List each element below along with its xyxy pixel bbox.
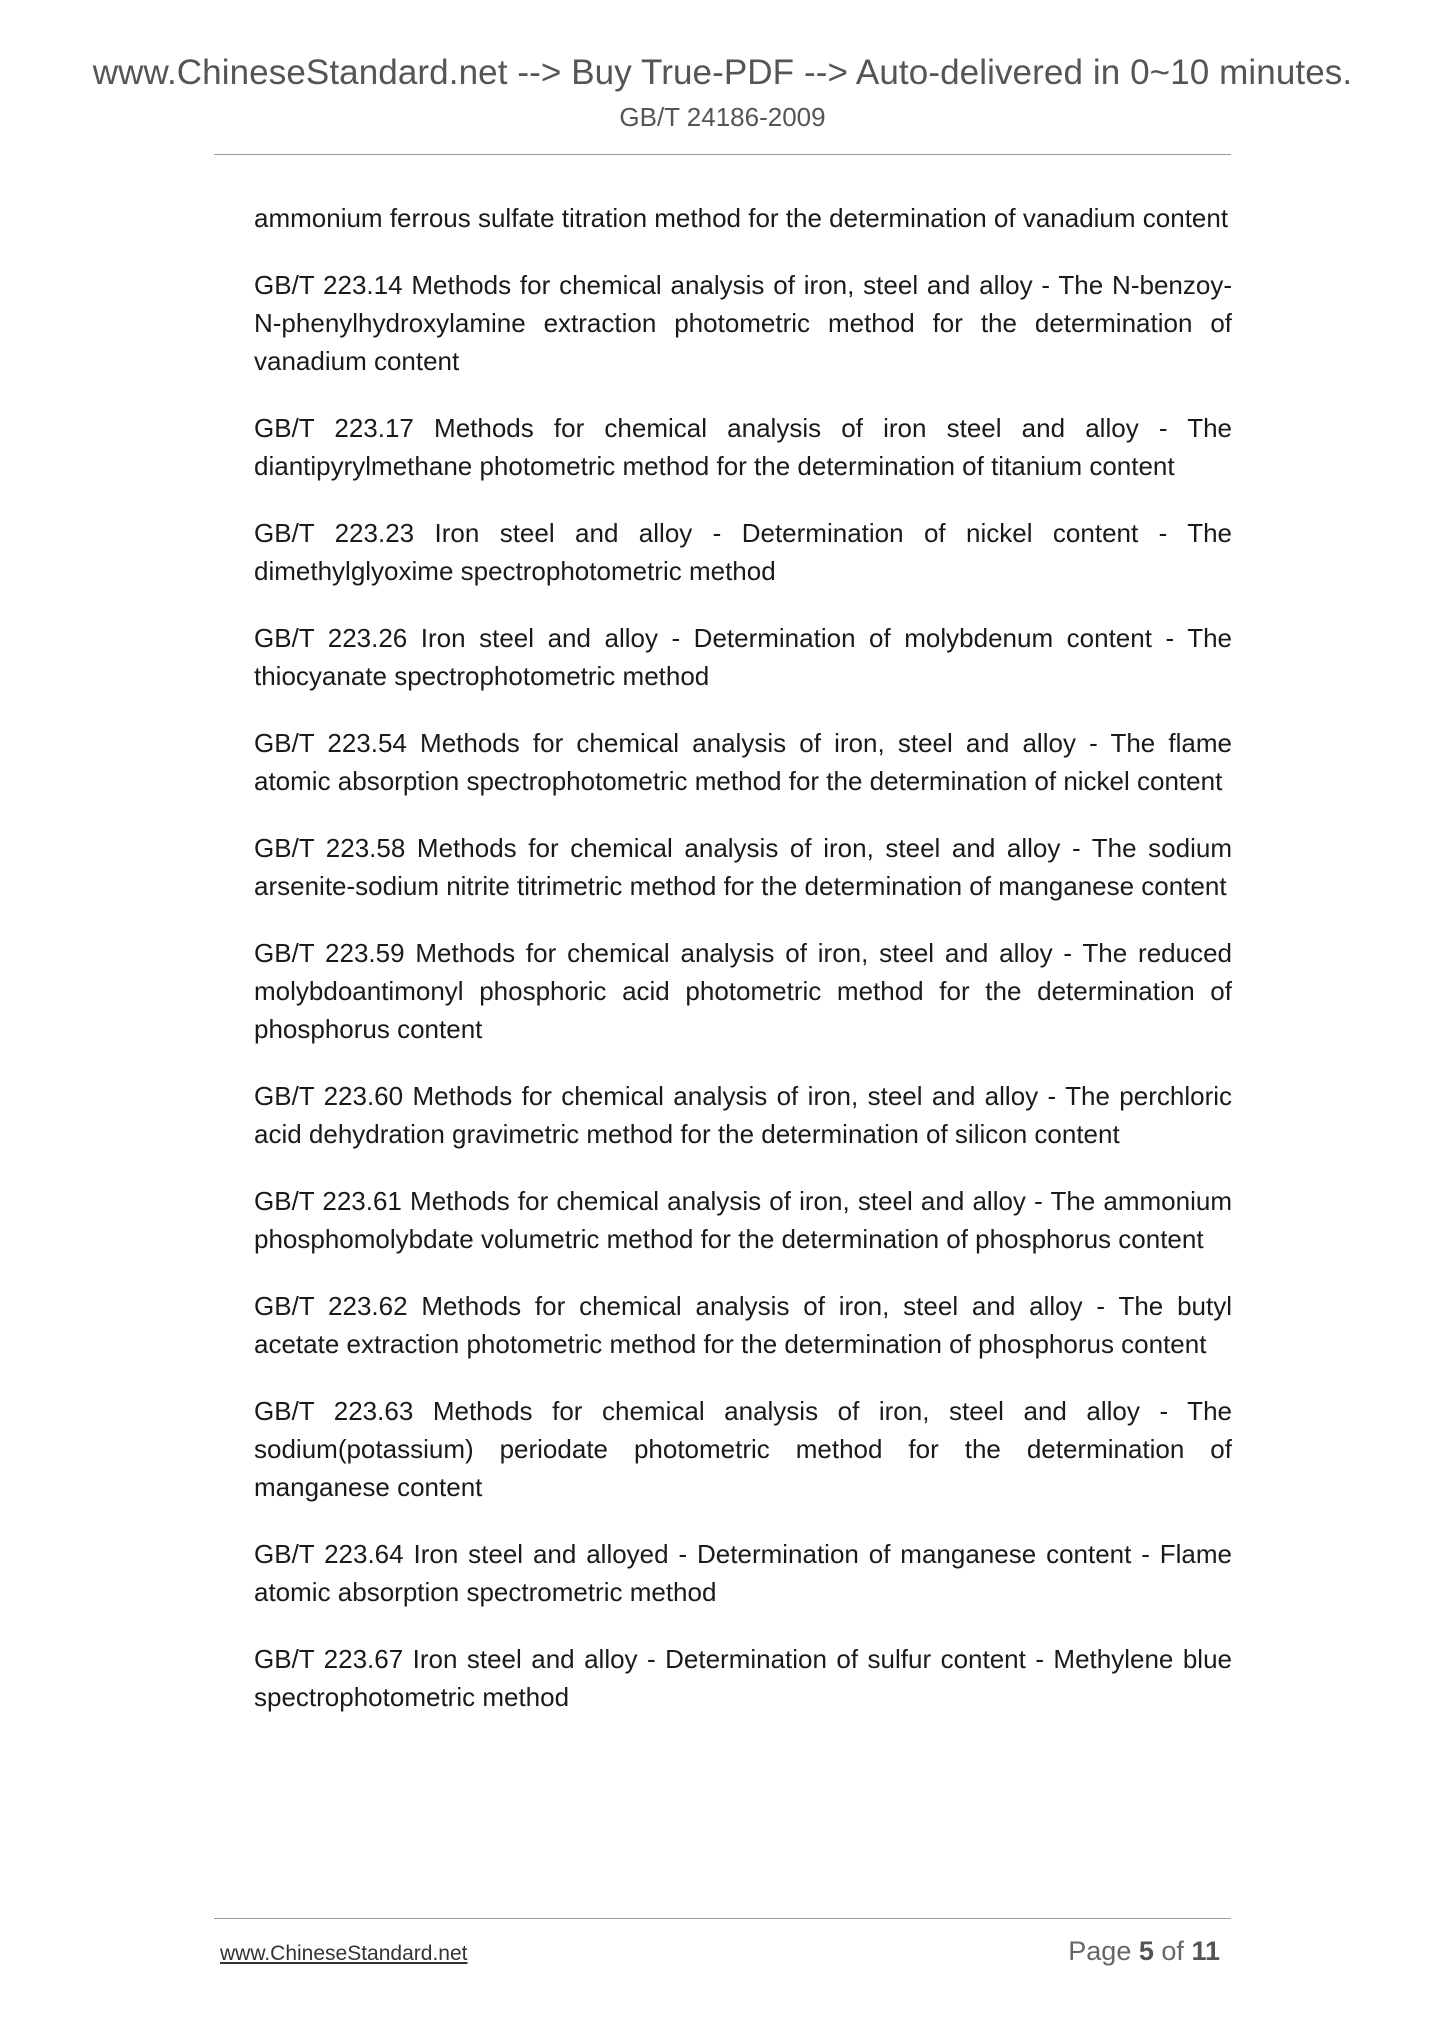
reference-entry: GB/T 223.61 Methods for chemical analysis of iron, steel and alloy - The ammonium phosphomolybdate volumetric method for the determination of phosphorus content (254, 1186, 1232, 1254)
reference-entry: GB/T 223.67 Iron steel and alloy - Determination of sulfur content - Methylene blue spectrophotometric method (254, 1644, 1232, 1712)
reference-entry: GB/T 223.54 Methods for chemical analysis of iron, steel and alloy - The flame atomic absorption spectrophotometric method for the determination of nickel content (254, 728, 1232, 796)
reference-entry: GB/T 223.60 Methods for chemical analysis of iron, steel and alloy - The perchloric acid dehydration gravimetric method for the determination of silicon content (254, 1081, 1232, 1149)
header-divider (214, 154, 1231, 155)
page-header (0, 52, 1445, 133)
footer-website-link[interactable]: www.ChineseStandard.net (220, 1942, 468, 1965)
reference-entry: GB/T 223.64 Iron steel and alloyed - Determination of manganese content - Flame atomic absorption spectrometric method (254, 1539, 1232, 1607)
page-number (1068, 1936, 1220, 1967)
page-total: 11 (1191, 1936, 1220, 1966)
footer-divider (214, 1918, 1231, 1919)
reference-entry: GB/T 223.26 Iron steel and alloy - Determination of molybdenum content - The thiocyanate spectrophotometric method (254, 623, 1232, 691)
reference-entry: GB/T 223.59 Methods for chemical analysis of iron, steel and alloy - The reduced molybdoantimonyl phosphoric acid photometric method for the determination of phosphorus content (254, 938, 1232, 1044)
page-word: Page (1068, 1936, 1132, 1966)
reference-entry: ammonium ferrous sulfate titration method for the determination of vanadium content (254, 203, 1229, 233)
reference-entry: GB/T 223.63 Methods for chemical analysis of iron, steel and alloy - The sodium(potassium) periodate photometric method for the determination of manganese content (254, 1396, 1232, 1502)
reference-entry: GB/T 223.17 Methods for chemical analysis of iron steel and alloy - The diantipyrylmethane photometric method for the determination of titanium content (254, 413, 1232, 481)
reference-list (254, 199, 1232, 1745)
reference-entry: GB/T 223.14 Methods for chemical analysis of iron, steel and alloy - The N-benzoy-N-phenylhydroxylamine extraction photometric method for the determination of vanadium content (254, 270, 1232, 376)
header-banner: www.ChineseStandard.net --> Buy True-PDF --> Auto-delivered in 0~10 minutes. (92, 53, 1353, 92)
reference-entry: GB/T 223.23 Iron steel and alloy - Determination of nickel content - The dimethylglyoxime spectrophotometric method (254, 518, 1232, 586)
standard-code: GB/T 24186-2009 (619, 102, 826, 132)
page-current: 5 (1138, 1936, 1154, 1966)
reference-entry: GB/T 223.62 Methods for chemical analysis of iron, steel and alloy - The butyl acetate extraction photometric method for the determination of phosphorus content (254, 1291, 1232, 1359)
page-of: of (1161, 1936, 1184, 1966)
reference-entry: GB/T 223.58 Methods for chemical analysis of iron, steel and alloy - The sodium arsenite-sodium nitrite titrimetric method for the determination of manganese content (254, 833, 1232, 901)
